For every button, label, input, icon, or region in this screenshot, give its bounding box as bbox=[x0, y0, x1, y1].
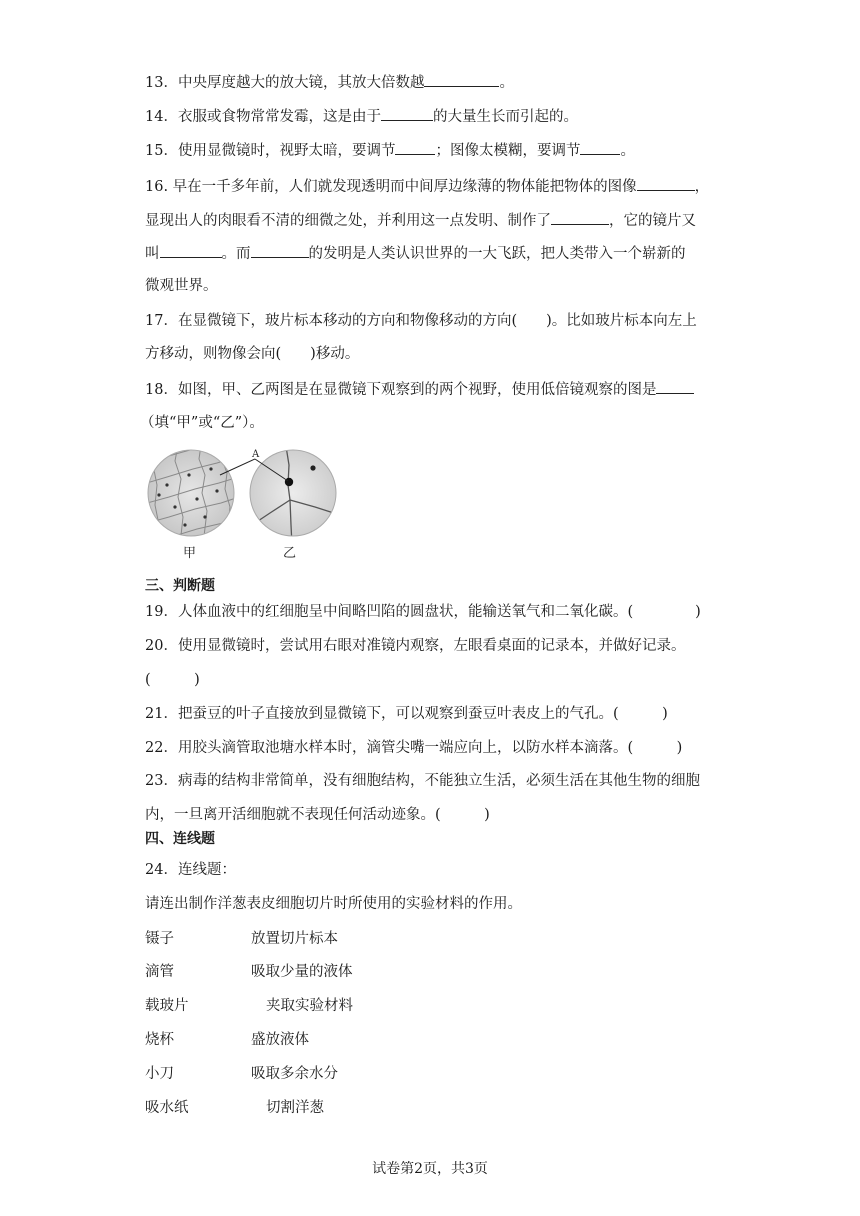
question-24-intro: 请连出制作洋葱表皮细胞切片时所使用的实验材料的作用。 bbox=[145, 896, 522, 912]
match-left-item[interactable]: 滴管 bbox=[145, 964, 174, 980]
question-16-line-1: 16. 早在一千多年前，人们就发现透明而中间厚边缘薄的物体能把物体的图像 ， bbox=[145, 176, 709, 197]
question-22: 22．用胶头滴管取池塘水样本时，滴管尖嘴一端应向上，以防水样本滴落。( ) bbox=[145, 740, 683, 756]
question-21: 21．把蚕豆的叶子直接放到显微镜下，可以观察到蚕豆叶表皮上的气孔。( ) bbox=[145, 706, 668, 722]
answer-blank[interactable] bbox=[251, 243, 309, 258]
question-16-line-2: 显现出人的肉眼看不清的细微之处，并利用这一点发明、制作了 ，它的镜片又 bbox=[145, 210, 696, 231]
question-18-line-1: 18．如图，甲、乙两图是在显微镜下观察到的两个视野，使用低倍镜观察的图是 bbox=[145, 379, 694, 400]
answer-blank[interactable] bbox=[424, 72, 499, 87]
section-3-heading: 三、判断题 bbox=[145, 578, 215, 594]
microscope-views-svg bbox=[145, 445, 350, 565]
section-4-heading: 四、连线题 bbox=[145, 831, 215, 847]
answer-blank[interactable] bbox=[160, 243, 222, 258]
label-yi: 乙 bbox=[283, 546, 297, 561]
label-a: A bbox=[252, 449, 260, 460]
question-16-line-3: 叫 。而 的发明是人类认识世界的一大飞跃，把人类带入一个崭新的 bbox=[145, 243, 686, 264]
low-power-view bbox=[145, 445, 245, 545]
answer-blank[interactable] bbox=[551, 210, 609, 225]
question-15: 15．使用显微镜时，视野太暗，要调节 ；图像太模糊，要调节 。 bbox=[145, 140, 635, 161]
match-left-item[interactable]: 镊子 bbox=[145, 931, 174, 947]
question-19: 19．人体血液中的红细胞呈中间略凹陷的圆盘状，能输送氧气和二氧化碳。( ) bbox=[145, 604, 701, 620]
question-17-line-1: 17．在显微镜下，玻片标本移动的方向和物像移动的方向( )。比如玻片标本向左上 bbox=[145, 313, 697, 329]
question-20-line-2[interactable]: ( ) bbox=[145, 672, 200, 688]
label-jia: 甲 bbox=[183, 546, 197, 561]
answer-blank[interactable] bbox=[580, 140, 620, 155]
match-left-item[interactable]: 载玻片 bbox=[145, 998, 189, 1014]
answer-blank[interactable] bbox=[381, 106, 433, 121]
match-right-item[interactable]: 夹取实验材料 bbox=[266, 998, 353, 1014]
match-right-item[interactable]: 盛放液体 bbox=[251, 1032, 309, 1048]
question-24-title: 24．连线题： bbox=[145, 862, 236, 878]
question-13: 13．中央厚度越大的放大镜，其放大倍数越 。 bbox=[145, 72, 514, 93]
answer-blank[interactable] bbox=[656, 379, 694, 394]
microscope-figure bbox=[145, 445, 350, 565]
question-17-line-2: 方移动，则物像会向( )移动。 bbox=[145, 346, 360, 362]
question-14: 14．衣服或食物常常发霉，这是由于 的大量生长而引起的。 bbox=[145, 106, 578, 127]
answer-blank[interactable] bbox=[637, 176, 695, 191]
match-right-item[interactable]: 吸取多余水分 bbox=[251, 1066, 338, 1082]
match-left-item[interactable]: 烧杯 bbox=[145, 1032, 174, 1048]
question-23-line-2: 内，一旦离开活细胞就不表现任何活动迹象。( ) bbox=[145, 807, 490, 823]
question-20-line-1: 20．使用显微镜时，尝试用右眼对准镜内观察，左眼看桌面的记录本，并做好记录。 bbox=[145, 638, 686, 654]
page-footer: 试卷第2页，共3页 bbox=[372, 1161, 488, 1177]
question-18-line-2: （填“甲”或“乙”）。 bbox=[140, 415, 264, 431]
answer-blank[interactable] bbox=[395, 140, 435, 155]
match-right-item[interactable]: 放置切片标本 bbox=[251, 931, 338, 947]
match-right-item[interactable]: 切割洋葱 bbox=[266, 1100, 324, 1116]
high-power-view bbox=[250, 445, 340, 545]
match-right-item[interactable]: 吸取少量的液体 bbox=[251, 964, 353, 980]
match-left-item[interactable]: 吸水纸 bbox=[145, 1100, 189, 1116]
match-left-item[interactable]: 小刀 bbox=[145, 1066, 174, 1082]
question-16-line-4: 微观世界。 bbox=[145, 278, 218, 294]
question-23-line-1: 23．病毒的结构非常简单，没有细胞结构，不能独立生活，必须生活在其他生物的细胞 bbox=[145, 773, 700, 789]
